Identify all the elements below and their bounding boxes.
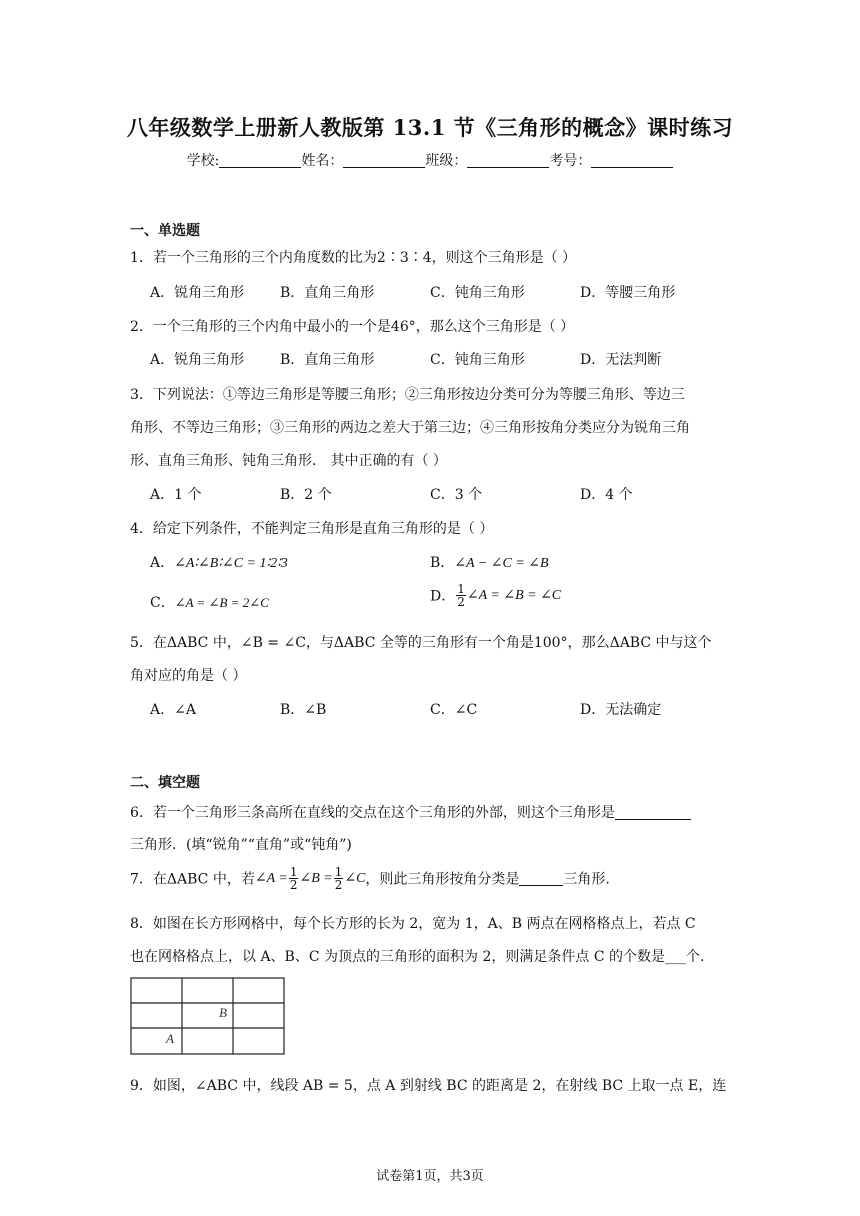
page-footer: 试卷第1页，共3页 — [376, 1169, 484, 1184]
q1-option-b: B．直角三角形 — [280, 285, 375, 301]
exam-no-blank — [591, 153, 673, 168]
question-2-stem: 2．一个三角形的三个内角中最小的一个是46°，那么这个三角形是（ ） — [130, 319, 575, 335]
q7-text-2: ，则此三角形按角分类是 — [365, 871, 520, 888]
question-6-text: 6．若一个三角形三条高所在直线的交点在这个三角形的外部，则这个三角形是 — [130, 805, 615, 821]
name-label: 姓名： — [301, 153, 344, 169]
q2-option-b: B．直角三角形 — [280, 352, 375, 368]
question-3-line-3: 形、直角三角形、钝角三角形． 其中正确的有（ ） — [130, 453, 447, 469]
question-9-line-1: 9．如图，∠ABC 中，线段 AB = 5，点 A 到射线 BC 的距离是 2，在射线 BC 上取一点 E，连 — [130, 1078, 727, 1094]
q5-option-d: D．无法确定 — [580, 702, 662, 718]
exam-no-label: 考号： — [549, 153, 592, 169]
q7-text-1: 7．在ΔABC 中，若 — [130, 871, 255, 888]
grid-border — [131, 978, 284, 1054]
q4-option-b-formula: ∠A − ∠C = ∠B — [454, 556, 549, 571]
point-a-label: A — [166, 1031, 174, 1046]
question-4-stem: 4．给定下列条件，不能判定三角形是直角三角形的是（ ） — [130, 521, 494, 537]
q7-fraction-1 — [289, 866, 299, 891]
school-label: 学校: — [186, 153, 220, 169]
q7-fraction-2 — [334, 866, 344, 891]
fraction-numerator: 1 — [334, 865, 343, 879]
q3-option-b: B．2 个 — [280, 487, 332, 503]
question-7 — [130, 866, 610, 891]
q4-option-b — [430, 552, 549, 572]
q7-math-2: ∠B = — [299, 871, 333, 886]
point-b-label: B — [219, 1005, 227, 1020]
q4-option-a — [150, 552, 288, 572]
fraction-numerator: 1 — [457, 582, 465, 596]
q4-option-a-formula: ∠A∶∠B∶∠C = 1∶2∶3 — [174, 556, 288, 571]
fraction-denominator: 2 — [289, 878, 298, 892]
q4-option-d-fraction — [456, 583, 466, 608]
question-6-line-1 — [130, 802, 691, 822]
q4-option-c-formula: ∠A = ∠B = 2∠C — [174, 595, 269, 610]
fraction-denominator: 2 — [334, 878, 343, 892]
student-info-line — [0, 150, 860, 170]
question-3-line-2: 角形、不等边三角形；③三角形的两边之差大于第三边；④三角形按角分类应分为锐角三角 — [130, 420, 690, 436]
question-5-line-1: 5．在ΔABC 中，∠B = ∠C，与ΔABC 全等的三角形有一个角是100°，那么ΔABC 中与这个 — [130, 635, 712, 651]
q4-option-a-label: A． — [150, 555, 175, 571]
q8-grid-figure — [130, 977, 286, 1057]
q2-option-c: C．钝角三角形 — [430, 352, 525, 368]
q7-math-1: ∠A = — [254, 871, 288, 886]
section-heading-fill-blank: 二、填空题 — [130, 775, 200, 791]
q1-option-d: D．等腰三角形 — [580, 285, 676, 301]
question-8-line-2: 也在网格格点上，以 A、B、C 为顶点的三角形的面积为 2，则满足条件点 C 的个数是___个. — [130, 949, 705, 965]
q1-option-c: C．钝角三角形 — [430, 285, 525, 301]
q3-option-a: A．1 个 — [150, 487, 202, 503]
q4-option-d-label: D． — [430, 588, 456, 605]
q4-option-d-formula: ∠A = ∠B = ∠C — [466, 588, 562, 603]
question-3-line-1: 3．下列说法：①等边三角形是等腰三角形；②三角形按边分类可分为等腰三角形、等边三 — [130, 387, 685, 403]
q2-option-a: A．锐角三角形 — [150, 352, 245, 368]
fraction-numerator: 1 — [289, 865, 298, 879]
name-blank — [343, 153, 425, 168]
q4-option-c — [150, 592, 269, 612]
question-6-line-2: 三角形．(填“锐角”“直角”或“钝角”) — [130, 837, 352, 853]
q5-option-b: B．∠B — [280, 702, 327, 718]
question-8-line-1: 8．如图在长方形网格中，每个长方形的长为 2，宽为 1，A、B 两点在网格格点上，若点 C — [130, 916, 696, 932]
q5-option-c: C．∠C — [430, 702, 478, 718]
question-1-stem: 1．若一个三角形的三个内角度数的比为2∶3∶4，则这个三角形是（ ） — [130, 250, 577, 266]
section-heading-single-choice: 一、单选题 — [130, 223, 200, 239]
q2-option-d: D．无法判断 — [580, 352, 662, 368]
q1-option-a: A．锐角三角形 — [150, 285, 245, 301]
school-blank — [219, 153, 301, 168]
q7-text-3: 三角形. — [563, 871, 610, 888]
q5-option-a: A．∠A — [150, 702, 196, 718]
q6-answer-blank — [615, 805, 691, 820]
class-blank — [467, 153, 549, 168]
page-title: 八年级数学上册新人教版第 13.1 节《三角形的概念》课时练习 — [126, 115, 734, 140]
question-5-line-2: 角对应的角是（ ） — [130, 668, 247, 684]
q4-option-c-label: C． — [150, 595, 175, 611]
q4-option-b-label: B． — [430, 555, 455, 571]
q7-math-3: ∠C — [344, 871, 366, 886]
q3-option-c: C．3 个 — [430, 487, 483, 503]
q3-option-d: D．4 个 — [580, 487, 633, 503]
q4-option-d — [430, 583, 561, 608]
class-label: 班级： — [425, 153, 468, 169]
q7-answer-blank — [519, 871, 563, 886]
fraction-denominator: 2 — [457, 595, 465, 609]
